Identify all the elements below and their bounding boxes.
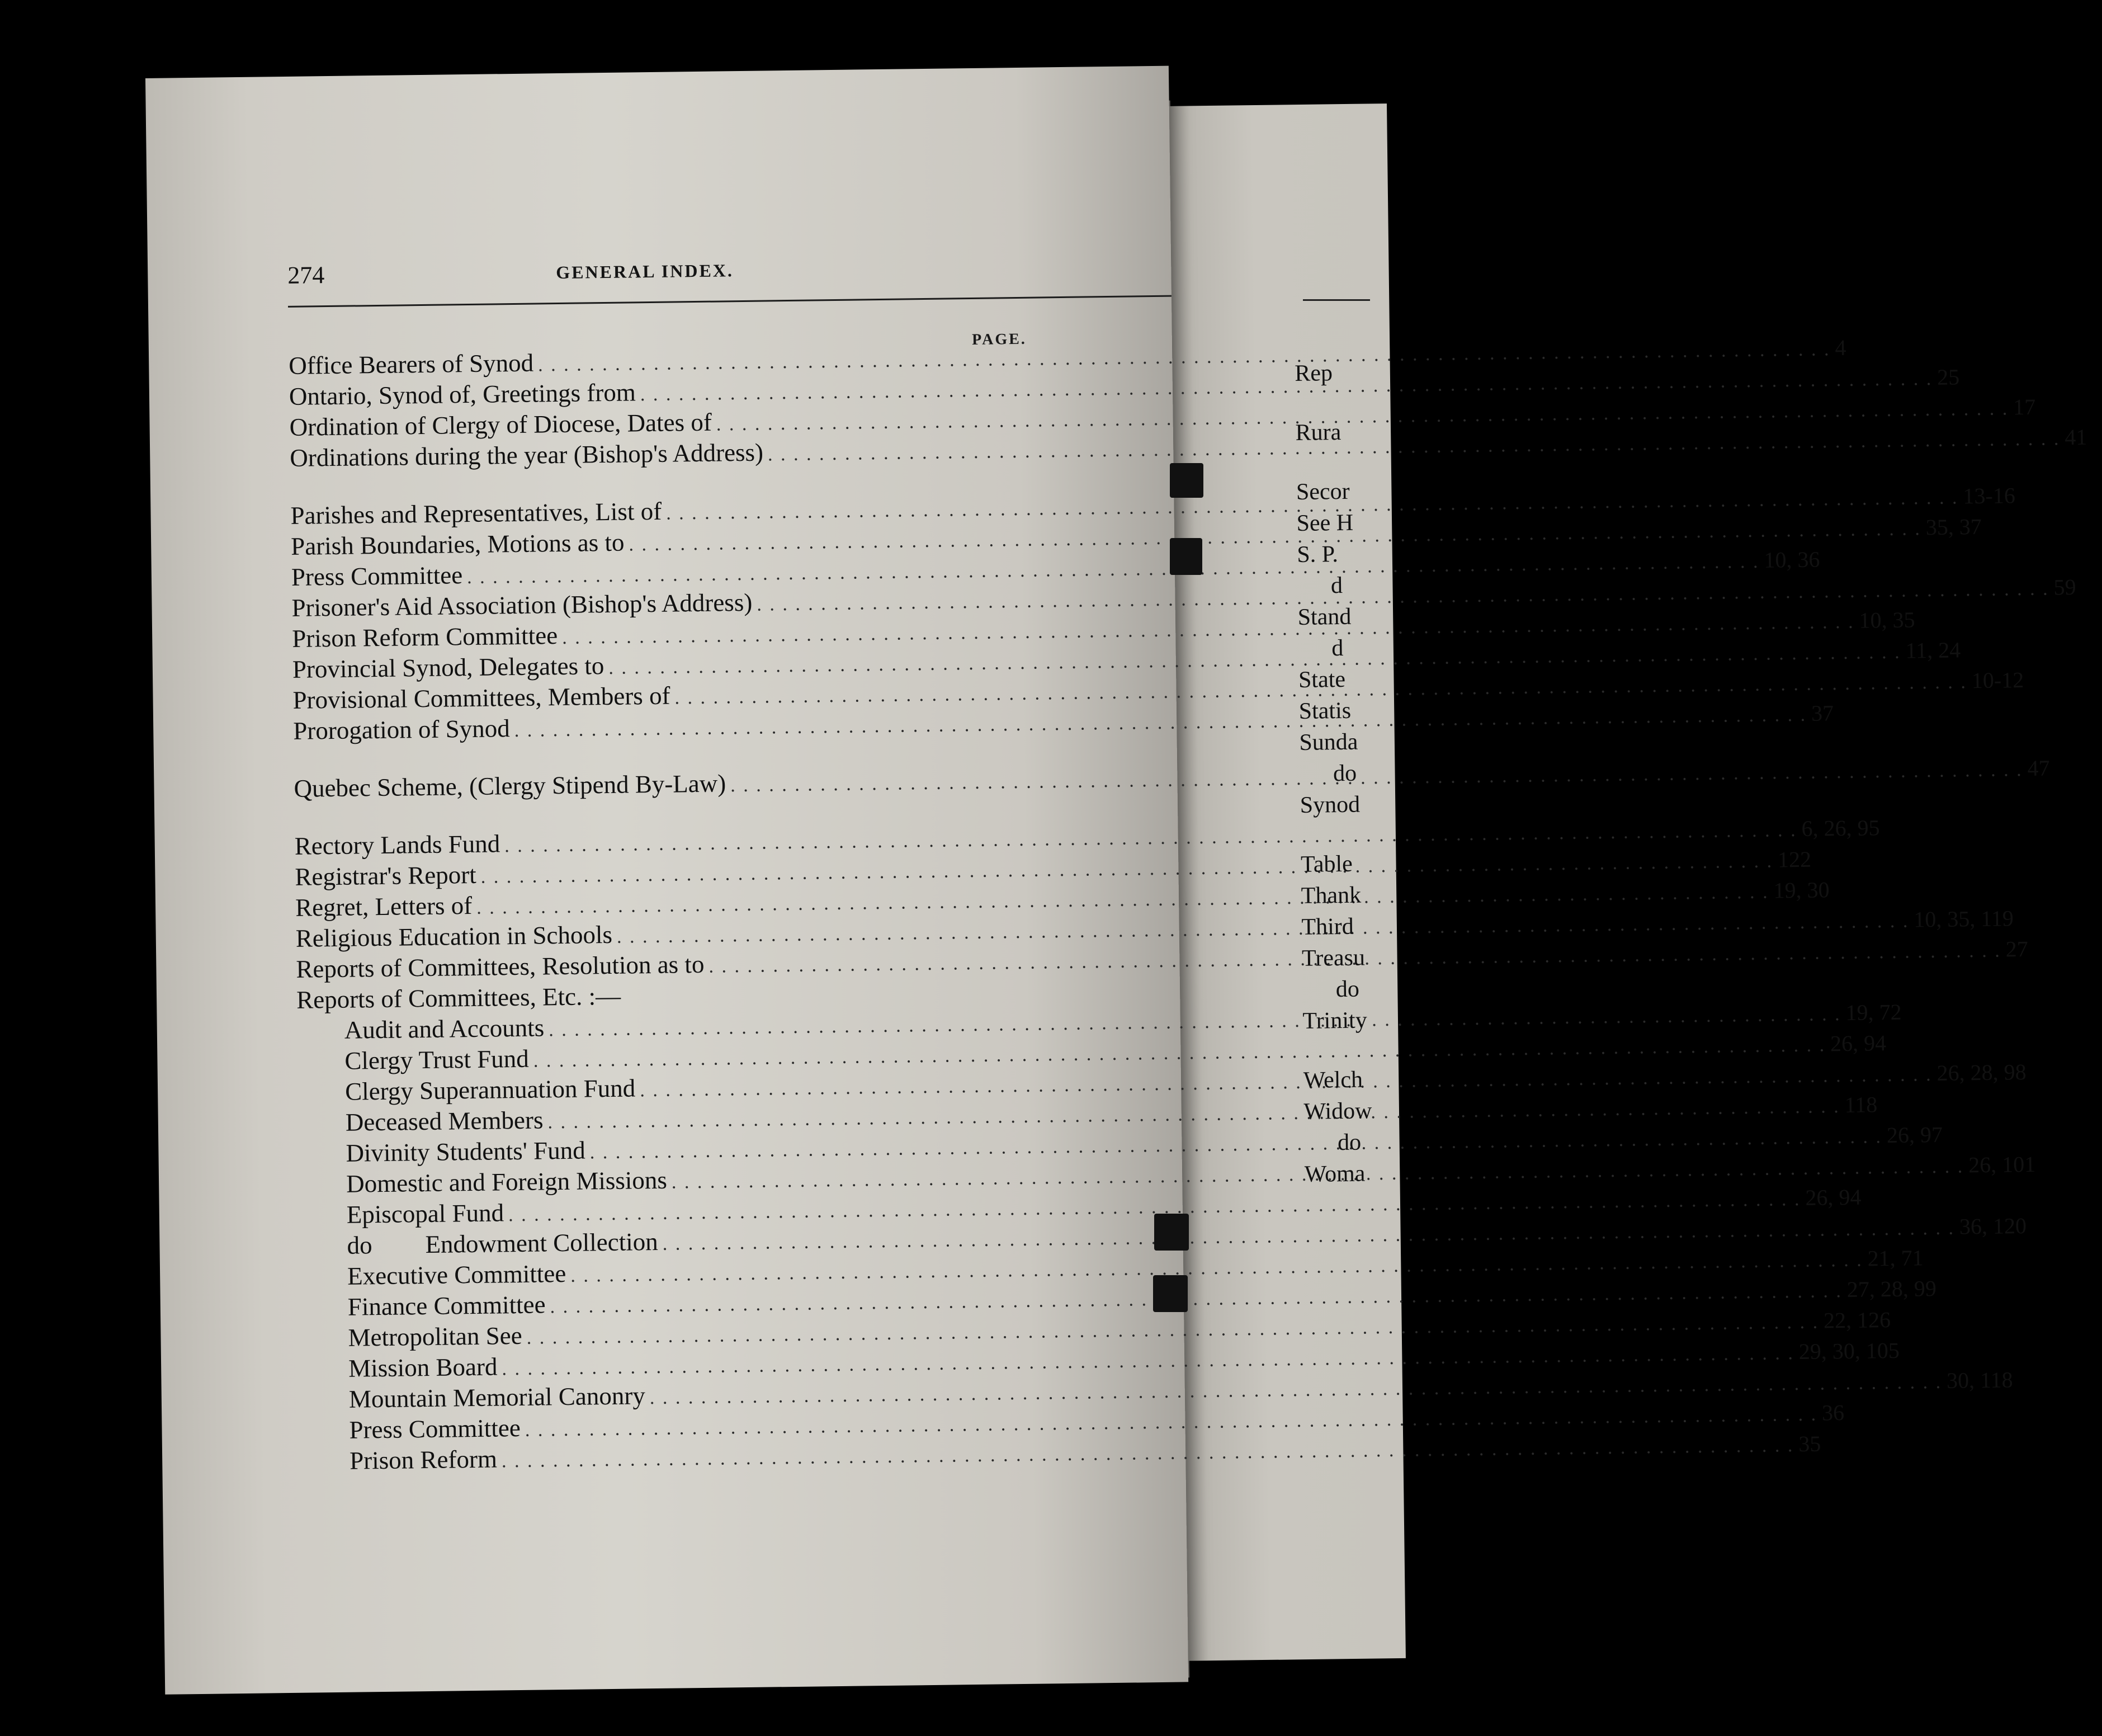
entry-label-continued: Endowment Collection xyxy=(425,1227,658,1259)
page-column-header: PAGE. xyxy=(971,330,1027,348)
entry-label: Executive Committee xyxy=(347,1259,566,1290)
facing-page-fragment: Woma xyxy=(1304,1161,1366,1187)
facing-page-fragment: Widow xyxy=(1303,1098,1372,1125)
facing-page-fragment: See H xyxy=(1296,510,1354,536)
entry-pages: 11, 24 xyxy=(1905,637,1961,663)
entry-label: Prisoner's Aid Association (Bishop's Address) xyxy=(291,588,753,622)
facing-page-fragment: Rep xyxy=(1295,360,1333,386)
entry-pages: 27, 28, 99 xyxy=(1846,1276,1937,1302)
entry-label: Reports of Committees, Resolution as to xyxy=(296,950,705,983)
facing-page-fragment: do xyxy=(1335,976,1360,1003)
running-head-title: GENERAL INDEX. xyxy=(556,260,734,283)
entry-label: Parish Boundaries, Motions as to xyxy=(290,528,625,560)
entry-label: Office Bearers of Synod xyxy=(288,348,534,380)
entry-pages: 19, 30 xyxy=(1773,877,1830,903)
entry-pages: 29, 30, 105 xyxy=(1798,1337,1900,1365)
facing-gap xyxy=(1300,820,1369,848)
entry-pages: 17 xyxy=(2013,394,2036,420)
entry-label: Provisional Committees, Members of xyxy=(292,681,670,714)
facing-page-fragment: Sunda xyxy=(1299,729,1358,756)
facing-page-fragment: Table xyxy=(1300,851,1353,878)
facing-page-fragment: d xyxy=(1330,572,1343,599)
facing-page-fragment: Stand xyxy=(1297,603,1352,630)
entry-label: Registrar's Report xyxy=(295,860,477,891)
entry-pages: 25 xyxy=(1936,364,1960,390)
entry-label: Clergy Trust Fund xyxy=(344,1044,530,1075)
facing-page-fragment: Trinity xyxy=(1302,1007,1367,1034)
facing-page-fragment: Thank xyxy=(1301,882,1362,909)
entry-pages: 35 xyxy=(1798,1431,1821,1457)
facing-gap xyxy=(1295,389,1364,417)
entry-pages: 22, 126 xyxy=(1823,1307,1891,1333)
entry-pages: 35, 37 xyxy=(1925,513,1982,540)
entry-pages: 30, 118 xyxy=(1946,1367,2013,1393)
entry-pages: 36, 120 xyxy=(1959,1213,2027,1239)
entry-pages: 26, 101 xyxy=(1968,1151,2036,1178)
entry-label: Prison Reform Committee xyxy=(291,621,558,653)
facing-page-fragment: do xyxy=(1337,1129,1362,1156)
entry-label: Provincial Synod, Delegates to xyxy=(292,652,604,683)
entry-pages: 59 xyxy=(2053,574,2076,600)
facing-page-fragment: Rura xyxy=(1295,419,1341,446)
facing-page-fragment: S. P. xyxy=(1297,541,1339,568)
entry-pages: 122 xyxy=(1777,846,1812,872)
entry-pages: 26, 94 xyxy=(1830,1030,1887,1056)
entry-pages: 26, 97 xyxy=(1886,1121,1943,1148)
facing-page-fragment: Secor xyxy=(1296,478,1350,505)
entry-pages: 21, 71 xyxy=(1867,1245,1924,1271)
entry-label: Ordination of Clergy of Diocese, Dates of xyxy=(289,408,712,441)
entry-pages: 10, 35, 119 xyxy=(1914,905,2014,932)
entry-pages: 36 xyxy=(1821,1400,1845,1426)
entry-label: Domestic and Foreign Missions xyxy=(346,1166,668,1198)
binding-hole xyxy=(1153,1275,1188,1312)
entry-label: Clergy Superannuation Fund xyxy=(344,1074,636,1106)
entry-label: Regret, Letters of xyxy=(295,891,473,922)
entry-label: Metropolitan See xyxy=(348,1321,523,1352)
binding-hole xyxy=(1154,1214,1189,1251)
facing-page-fragment: do xyxy=(1333,760,1357,787)
entry-label: Press Committee xyxy=(349,1413,521,1444)
entry-label: Press Committee xyxy=(291,561,463,591)
entry-label: Rectory Lands Fund xyxy=(294,829,500,860)
ditto-mark: do xyxy=(347,1231,372,1259)
entry-label: Parishes and Representatives, List of xyxy=(290,497,662,530)
entry-pages: 6, 26, 95 xyxy=(1801,815,1880,841)
entry-pages: 41 xyxy=(2065,424,2087,450)
entry-pages: 26, 28, 98 xyxy=(1936,1059,2027,1086)
facing-page-fragment: State xyxy=(1298,666,1346,693)
page-number: 274 xyxy=(287,261,325,289)
entry-pages: 10, 35 xyxy=(1859,607,1915,633)
facing-page-fragment: Treasu xyxy=(1301,945,1366,971)
entry-pages: 4 xyxy=(1835,334,1846,361)
entry-label: Religious Education in Schools xyxy=(295,920,613,952)
facing-page-fragment: Statis xyxy=(1298,697,1352,724)
entry-label: Reports of Committees, Etc. :— xyxy=(296,982,621,1014)
entry-label: Prorogation of Synod xyxy=(292,714,511,745)
facing-gap xyxy=(1303,1036,1372,1064)
binding-hole xyxy=(1170,538,1202,575)
facing-page-text xyxy=(1295,357,1373,1190)
facing-page-rule xyxy=(1303,299,1370,301)
facing-page-fragment: d xyxy=(1331,635,1344,662)
entry-label: Finance Committee xyxy=(347,1290,546,1321)
entry-label: Mountain Memorial Canonry xyxy=(348,1381,646,1413)
entry-label: Episcopal Fund xyxy=(346,1199,504,1229)
entry-pages: 10-12 xyxy=(1971,667,2024,694)
entry-pages: 37 xyxy=(1811,700,1834,726)
running-head xyxy=(287,251,1172,300)
entry-pages: 10, 36 xyxy=(1764,546,1820,573)
entry-pages: 13-16 xyxy=(1963,483,2016,509)
entry-pages: 19, 72 xyxy=(1845,999,1902,1025)
entry-label: Ordinations during the year (Bishop's Address) xyxy=(290,438,764,472)
facing-page-fragment: Welch xyxy=(1303,1067,1363,1093)
entry-label: Divinity Students' Fund xyxy=(346,1136,585,1167)
entry-pages: 47 xyxy=(2027,755,2050,781)
entry-label: Deceased Members xyxy=(345,1106,544,1136)
facing-gap xyxy=(1296,447,1364,476)
binding-hole xyxy=(1170,463,1203,498)
entry-label xyxy=(347,1226,658,1261)
entry-label: Prison Reform xyxy=(349,1445,498,1475)
entry-pages: 27 xyxy=(2005,936,2029,962)
entry-label: Quebec Scheme, (Clergy Stipend By-Law) xyxy=(294,769,726,803)
entry-label: Audit and Accounts xyxy=(344,1013,545,1044)
entry-label: Ontario, Synod of, Greetings from xyxy=(289,378,636,411)
facing-page-fragment: Synod xyxy=(1300,791,1361,818)
facing-page-fragment: Third xyxy=(1301,913,1354,940)
entry-pages: 118 xyxy=(1844,1092,1878,1118)
entry-pages: 26, 94 xyxy=(1805,1184,1862,1210)
entry-label: Mission Board xyxy=(348,1352,498,1383)
